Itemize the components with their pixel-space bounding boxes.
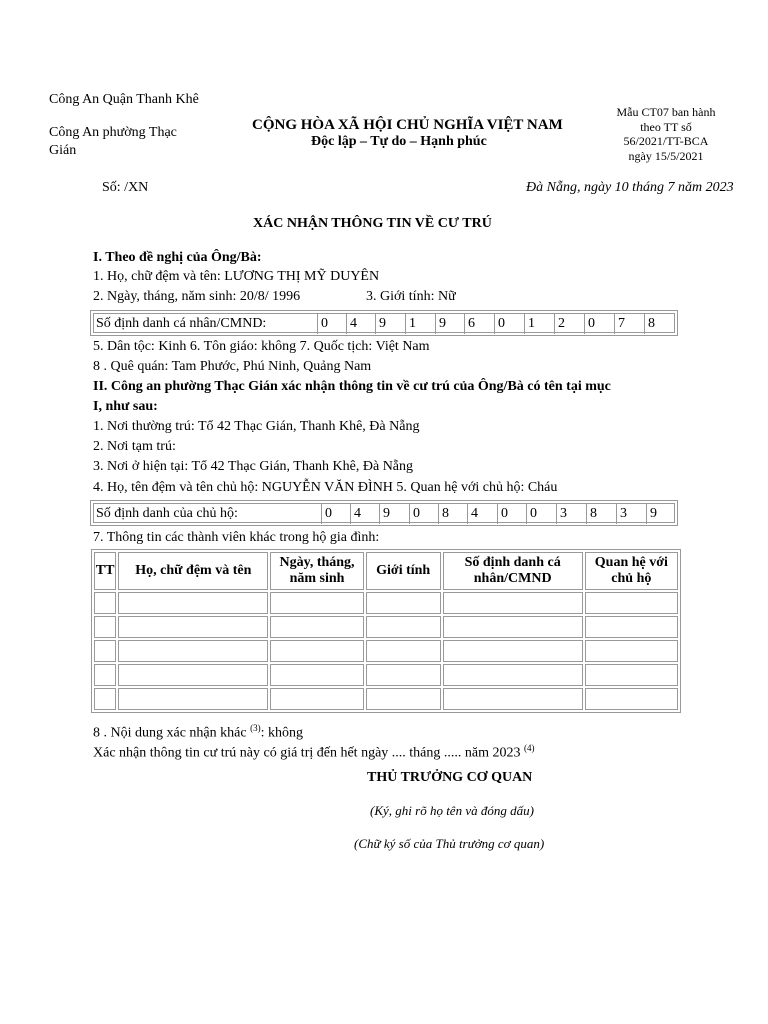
- form-note-line: ngày 15/5/2021: [628, 148, 704, 163]
- table-cell: [443, 640, 583, 662]
- table-cell: [366, 664, 441, 686]
- other-confirmation-value: : không: [260, 725, 303, 741]
- table-cell: [118, 664, 268, 686]
- section2-heading-cont: I, như sau:: [93, 399, 158, 414]
- id-digit: 3: [556, 504, 586, 524]
- nation-title: CỘNG HÒA XÃ HỘI CHỦ NGHĨA VIỆT NAM: [252, 117, 563, 133]
- footnote-ref: (3): [250, 723, 261, 733]
- validity-text: Xác nhận thông tin cư trú này có giá trị đến hết ngày .... tháng ..... năm 2023: [93, 745, 521, 761]
- signature-note: (Ký, ghi rõ họ tên và đóng dấu): [370, 803, 534, 818]
- table-cell: [585, 592, 678, 614]
- id-digit: 0: [494, 314, 524, 334]
- table-cell: [366, 592, 441, 614]
- permanent-residence: 1. Nơi thường trú: Tổ 42 Thạc Gián, Thanh Khê, Đà Nẵng: [93, 419, 420, 434]
- head-of-household: 4. Họ, tên đệm và tên chủ hộ: NGUYỄN VĂN ĐÌNH 5. Quan hệ với chủ hộ: Cháu: [93, 480, 558, 495]
- id-digit: 0: [317, 314, 346, 334]
- id-digit: 3: [616, 504, 646, 524]
- other-confirmation: [93, 723, 303, 742]
- id-digit: 0: [526, 504, 556, 524]
- members-intro: 7. Thông tin các thành viên khác trong hộ gia đình:: [93, 530, 380, 545]
- temporary-residence: 2. Nơi tạm trú:: [93, 439, 176, 454]
- applicant-dob: 2. Ngày, tháng, năm sinh: 20/8/ 1996: [93, 289, 301, 304]
- table-cell: [94, 616, 116, 638]
- table-cell: [443, 616, 583, 638]
- table-header-row: [94, 552, 678, 590]
- id-digit: 4: [346, 314, 375, 334]
- table-cell: [94, 640, 116, 662]
- table-cell: [94, 664, 116, 686]
- household-id-label: Số định danh của chủ hộ:: [96, 506, 238, 521]
- id-digit: 7: [614, 314, 644, 334]
- form-note-line: 56/2021/TT-BCA: [623, 134, 709, 148]
- id-digit: 0: [584, 314, 614, 334]
- column-header: TT: [94, 552, 116, 590]
- hometown: 8 . Quê quán: Tam Phước, Phú Ninh, Quảng Nam: [93, 359, 372, 374]
- id-digit: 9: [375, 314, 405, 334]
- column-header: Họ, chữ đệm và tên: [118, 552, 268, 590]
- table-cell: [585, 664, 678, 686]
- id-digit: 9: [379, 504, 409, 524]
- id-digit: 8: [586, 504, 616, 524]
- applicant-name: 1. Họ, chữ đệm và tên: LƯƠNG THỊ MỸ DUYÊN: [93, 269, 380, 284]
- agency-line2: Công An phường Thạc: [49, 125, 177, 140]
- table-row: [94, 664, 678, 686]
- id-digit: 1: [524, 314, 554, 334]
- column-header: Số định danh cá nhân/CMND: [443, 552, 583, 590]
- validity-statement: [93, 743, 535, 762]
- table-cell: [270, 688, 363, 710]
- table-cell: [443, 664, 583, 686]
- id-digit: 8: [644, 314, 676, 334]
- id-digit: 4: [350, 504, 379, 524]
- applicant-gender: 3. Giới tính: Nữ: [366, 289, 456, 304]
- id-digit: 2: [554, 314, 584, 334]
- personal-id-label: Số định danh cá nhân/CMND:: [96, 316, 267, 331]
- table-cell: [270, 640, 363, 662]
- id-digit: 0: [321, 504, 350, 524]
- id-digit: 4: [467, 504, 497, 524]
- current-residence: 3. Nơi ở hiện tại: Tổ 42 Thạc Gián, Thanh Khê, Đà Nẵng: [93, 459, 414, 474]
- household-id-box: [90, 500, 678, 526]
- table-row: [94, 688, 678, 710]
- place-date: Đà Nẵng, ngày 10 tháng 7 năm 2023: [526, 180, 734, 195]
- column-header: Quan hệ với chủ hộ: [585, 552, 678, 590]
- table-cell: [118, 688, 268, 710]
- table-cell: [118, 640, 268, 662]
- table-cell: [94, 592, 116, 614]
- form-note-line: Mẫu CT07 ban hành: [616, 105, 716, 119]
- footnote-ref: (4): [524, 743, 535, 753]
- id-digit: 8: [438, 504, 467, 524]
- table-cell: [443, 592, 583, 614]
- column-header: Ngày, tháng, năm sinh: [270, 552, 363, 590]
- table-cell: [94, 688, 116, 710]
- table-cell: [118, 616, 268, 638]
- motto: Độc lập – Tự do – Hạnh phúc: [311, 134, 487, 149]
- form-note: [606, 105, 726, 163]
- id-digit: 9: [435, 314, 464, 334]
- table-cell: [366, 688, 441, 710]
- table-cell: [585, 640, 678, 662]
- id-digit: 9: [646, 504, 676, 524]
- column-header: Giới tính: [366, 552, 441, 590]
- signature-digital-note: (Chữ ký số của Thủ trưởng cơ quan): [354, 836, 545, 851]
- section1-heading: I. Theo đề nghị của Ông/Bà:: [93, 250, 262, 265]
- ethnic-religion-nationality: 5. Dân tộc: Kinh 6. Tôn giáo: không 7. Quốc tịch: Việt Nam: [93, 339, 430, 354]
- id-digit: 0: [409, 504, 438, 524]
- document-title: XÁC NHẬN THÔNG TIN VỀ CƯ TRÚ: [253, 216, 492, 231]
- table-cell: [443, 688, 583, 710]
- household-members-table: [91, 549, 681, 713]
- table-cell: [585, 688, 678, 710]
- id-digit: 0: [497, 504, 526, 524]
- table-row: [94, 592, 678, 614]
- table-cell: [270, 592, 363, 614]
- id-digit: 1: [405, 314, 435, 334]
- personal-id-box: [90, 310, 678, 336]
- table-cell: [270, 664, 363, 686]
- table-cell: [366, 640, 441, 662]
- section2-heading: II. Công an phường Thạc Gián xác nhận thông tin về cư trú của Ông/Bà có tên tại mục: [93, 379, 611, 394]
- agency-line1: Công An Quận Thanh Khê: [49, 92, 199, 107]
- form-note-line: theo TT số: [640, 119, 692, 134]
- table-cell: [118, 592, 268, 614]
- agency-line2-cont: Gián: [49, 143, 77, 158]
- table-cell: [366, 616, 441, 638]
- table-cell: [585, 616, 678, 638]
- document-number: Số: /XN: [102, 180, 149, 195]
- table-cell: [270, 616, 363, 638]
- other-confirmation-label: 8 . Nội dung xác nhận khác: [93, 725, 247, 741]
- id-digit: 6: [464, 314, 494, 334]
- table-row: [94, 616, 678, 638]
- table-row: [94, 640, 678, 662]
- signature-title: THỦ TRƯỞNG CƠ QUAN: [367, 770, 533, 785]
